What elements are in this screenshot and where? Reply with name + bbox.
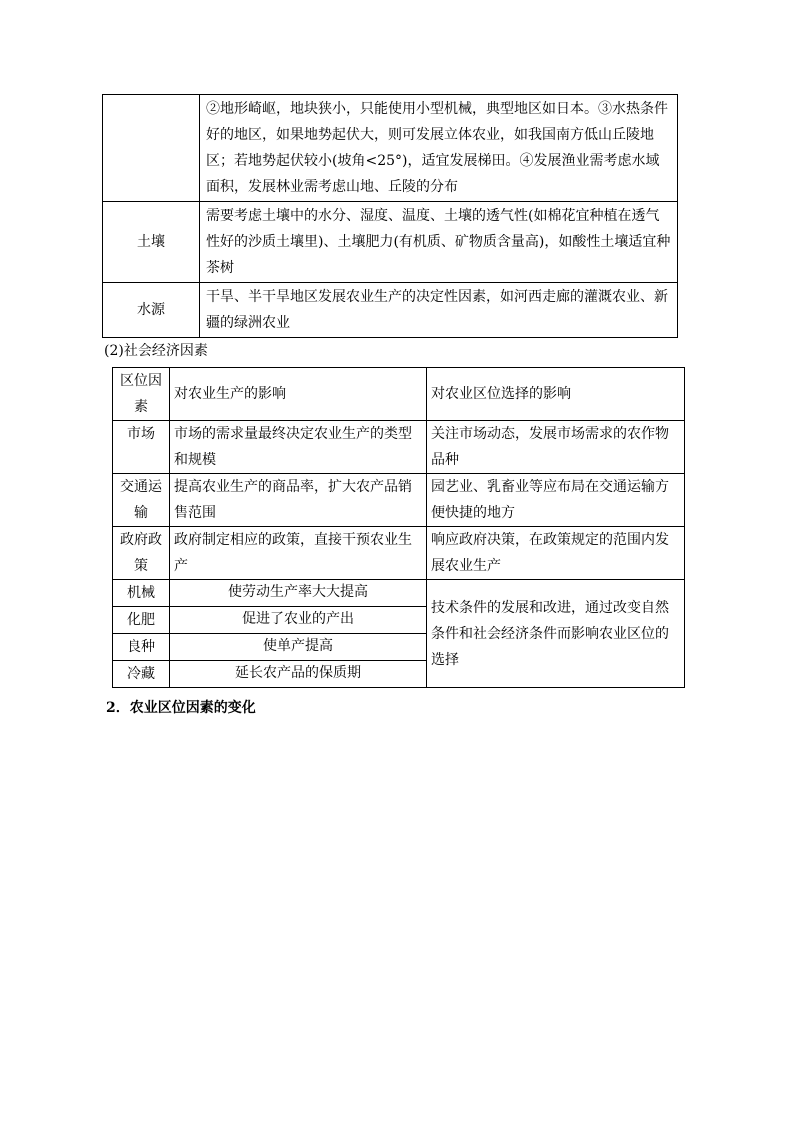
subsection-title: (2)社会经济因素: [104, 343, 208, 359]
terrain-description: ②地形崎岖，地块狭小，只能使用小型机械，典型地区如日本。③水热条件好的地区，如果地势起伏大，则可发展立体农业，如我国南方低山丘陵地区；若地势起伏较小(坡角<25°)，适宜发展梯田。④发展渔业需考虑水域面积，发展林业需考虑山地、丘陵的分布: [200, 95, 678, 202]
table-row: [113, 474, 685, 527]
factor-seeds: 良种: [113, 634, 170, 661]
header-factor: 区位因素: [113, 368, 170, 421]
factor-transport: 交通运输: [113, 474, 170, 527]
table-row: [103, 202, 678, 283]
production-effect: 提高农业生产的商品率，扩大农产品销售范围: [170, 474, 427, 527]
table-row: [103, 95, 678, 202]
header-location: 对农业区位选择的影响: [427, 368, 685, 421]
table-header-row: [113, 368, 685, 421]
production-effect: 使单产提高: [170, 634, 427, 661]
social-economic-factors-table: [112, 367, 685, 688]
table-row: [113, 421, 685, 474]
factor-machinery: 机械: [113, 580, 170, 607]
factor-policy: 政府政策: [113, 527, 170, 580]
factor-market: 市场: [113, 421, 170, 474]
table-row: [103, 283, 678, 338]
location-effect: 园艺业、乳畜业等应布局在交通运输方便快捷的地方: [427, 474, 685, 527]
water-description: 干旱、半干旱地区发展农业生产的决定性因素，如河西走廊的灌溉农业、新疆的绿洲农业: [200, 283, 678, 338]
factor-cell: [103, 95, 200, 202]
technology-location-effect: 技术条件的发展和改进，通过改变自然条件和社会经济条件而影响农业区位的选择: [427, 580, 685, 688]
production-effect: 市场的需求量最终决定农业生产的类型和规模: [170, 421, 427, 474]
table-row: [113, 580, 685, 607]
natural-factors-table: [102, 94, 678, 338]
header-production: 对农业生产的影响: [170, 368, 427, 421]
table-row: [113, 527, 685, 580]
production-effect: 延长农产品的保质期: [170, 661, 427, 688]
location-effect: 关注市场动态，发展市场需求的农作物品种: [427, 421, 685, 474]
factor-water: 水源: [103, 283, 200, 338]
location-effect: 响应政府决策，在政策规定的范围内发展农业生产: [427, 527, 685, 580]
production-effect: 政府制定相应的政策，直接干预农业生产: [170, 527, 427, 580]
factor-fertilizer: 化肥: [113, 607, 170, 634]
section-heading: 2．农业区位因素的变化: [106, 700, 256, 716]
soil-description: 需要考虑土壤中的水分、湿度、温度、土壤的透气性(如棉花宜种植在透气性好的沙质土壤里)、土壤肥力(有机质、矿物质含量高)，如酸性土壤适宜种茶树: [200, 202, 678, 283]
production-effect: 使劳动生产率大大提高: [170, 580, 427, 607]
factor-refrigeration: 冷藏: [113, 661, 170, 688]
factor-soil: 土壤: [103, 202, 200, 283]
production-effect: 促进了农业的产出: [170, 607, 427, 634]
